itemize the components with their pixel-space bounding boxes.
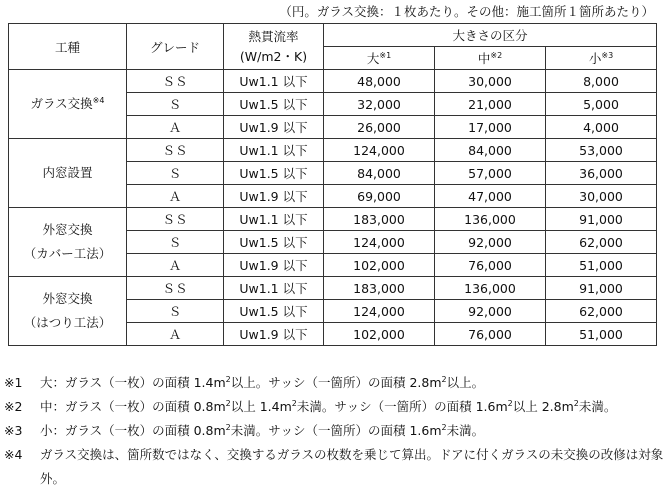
thermal-cell: Uw1.5 以下 xyxy=(224,300,324,323)
price-large-cell: 48,000 xyxy=(324,70,435,93)
subsidy-price-table xyxy=(8,23,657,346)
footnote-superscript: 2 xyxy=(507,398,513,408)
footnote-text: ガラス交換は、箇所数ではなく、交換するガラスの枚数を乗じて算出。ドアに付くガラスの未交換の改修は対象外。 xyxy=(40,447,664,486)
header-thermal-unit: (W/m2・K) xyxy=(239,48,308,64)
grade-cell: Ｓ xyxy=(127,231,224,254)
table-row xyxy=(9,277,657,300)
category-label: 外窓交換 xyxy=(42,222,93,237)
header-size-large xyxy=(324,47,435,70)
category-label: 外窓交換 xyxy=(42,291,93,306)
price-medium-cell: 21,000 xyxy=(435,93,546,116)
thermal-cell: Uw1.1 以下 xyxy=(224,139,324,162)
thermal-cell: Uw1.5 以下 xyxy=(224,93,324,116)
footnote-text: 大：ガラス（一枚）の面積 1.4m xyxy=(40,375,226,390)
price-large-cell: 32,000 xyxy=(324,93,435,116)
category-note-mark: ※4 xyxy=(92,95,105,105)
price-small-cell: 62,000 xyxy=(546,231,657,254)
price-medium-cell: 76,000 xyxy=(435,323,546,346)
price-large-cell: 26,000 xyxy=(324,116,435,139)
price-small-cell: 51,000 xyxy=(546,254,657,277)
price-medium-cell: 92,000 xyxy=(435,300,546,323)
table-row xyxy=(9,70,657,93)
grade-cell: Ａ xyxy=(127,323,224,346)
price-small-cell: 5,000 xyxy=(546,93,657,116)
price-large-cell: 102,000 xyxy=(324,254,435,277)
category-name xyxy=(9,161,126,185)
category-cell xyxy=(9,277,127,346)
price-small-cell: 8,000 xyxy=(546,70,657,93)
footnote-superscript: 2 xyxy=(441,374,447,384)
thermal-cell: Uw1.9 以下 xyxy=(224,323,324,346)
header-category: 工種 xyxy=(9,24,127,70)
footnote-superscript: 2 xyxy=(225,422,231,432)
price-medium-cell: 136,000 xyxy=(435,277,546,300)
header-thermal xyxy=(224,24,324,70)
price-medium-cell: 17,000 xyxy=(435,116,546,139)
footnote-superscript: 2 xyxy=(225,398,231,408)
header-size-large-mark: ※1 xyxy=(379,50,392,60)
grade-cell: ＳＳ xyxy=(127,277,224,300)
thermal-cell: Uw1.9 以下 xyxy=(224,254,324,277)
price-small-cell: 51,000 xyxy=(546,323,657,346)
footnote-text: 以上 1.4m xyxy=(230,399,292,414)
footnote-mark: ※4 xyxy=(4,447,23,462)
price-medium-cell: 57,000 xyxy=(435,162,546,185)
price-small-cell: 91,000 xyxy=(546,208,657,231)
thermal-cell: Uw1.9 以下 xyxy=(224,185,324,208)
grade-cell: Ｓ xyxy=(127,300,224,323)
price-large-cell: 183,000 xyxy=(324,277,435,300)
grade-cell: Ｓ xyxy=(127,93,224,116)
footnote-item xyxy=(4,419,664,443)
price-medium-cell: 76,000 xyxy=(435,254,546,277)
footnote-text: 未満。 xyxy=(578,399,617,414)
footnote-superscript: 2 xyxy=(291,398,297,408)
table-row xyxy=(9,208,657,231)
price-large-cell: 102,000 xyxy=(324,323,435,346)
footnote-text: 小：ガラス（一枚）の面積 0.8m xyxy=(40,423,226,438)
price-large-cell: 183,000 xyxy=(324,208,435,231)
thermal-cell: Uw1.1 以下 xyxy=(224,208,324,231)
category-cell xyxy=(9,208,127,277)
price-small-cell: 62,000 xyxy=(546,300,657,323)
price-small-cell: 36,000 xyxy=(546,162,657,185)
price-medium-cell: 136,000 xyxy=(435,208,546,231)
footnotes xyxy=(4,371,664,491)
header-size-medium-mark: ※2 xyxy=(490,50,503,60)
thermal-cell: Uw1.1 以下 xyxy=(224,70,324,93)
thermal-cell: Uw1.9 以下 xyxy=(224,116,324,139)
header-size-small-mark: ※3 xyxy=(601,50,614,60)
header-size-medium xyxy=(435,47,546,70)
footnote-text: 以上。 xyxy=(446,375,485,390)
thermal-cell: Uw1.5 以下 xyxy=(224,162,324,185)
category-name xyxy=(9,92,126,116)
header-size-small xyxy=(546,47,657,70)
category-label: ガラス交換 xyxy=(30,96,93,111)
footnote-item xyxy=(4,395,664,419)
category-cell xyxy=(9,70,127,139)
table-row xyxy=(9,139,657,162)
footnote-text: 未満。サッシ（一箇所）の面積 1.6m xyxy=(296,399,508,414)
table-body xyxy=(9,70,657,346)
grade-cell: Ａ xyxy=(127,116,224,139)
category-label: 内窓設置 xyxy=(42,165,93,180)
footnote-mark: ※2 xyxy=(4,399,23,414)
thermal-cell: Uw1.1 以下 xyxy=(224,277,324,300)
category-method: （はつり工法） xyxy=(23,315,112,330)
price-small-cell: 30,000 xyxy=(546,185,657,208)
header-grade: グレード xyxy=(127,24,224,70)
category-cell xyxy=(9,139,127,208)
category-name xyxy=(9,218,126,242)
header-size-large-label: 大 xyxy=(366,51,380,66)
category-method: （カバー工法） xyxy=(23,246,112,261)
price-medium-cell: 47,000 xyxy=(435,185,546,208)
footnote-superscript: 2 xyxy=(573,398,579,408)
grade-cell: ＳＳ xyxy=(127,70,224,93)
footnote-superscript: 2 xyxy=(441,422,447,432)
header-size-small-label: 小 xyxy=(588,51,602,66)
header-size-medium-label: 中 xyxy=(477,51,491,66)
footnote-item xyxy=(4,443,664,491)
header-row-1 xyxy=(9,24,657,47)
unit-note: （円。ガラス交換：１枚あたり。その他：施工箇所１箇所あたり） xyxy=(279,4,654,19)
price-medium-cell: 30,000 xyxy=(435,70,546,93)
price-large-cell: 124,000 xyxy=(324,139,435,162)
price-large-cell: 124,000 xyxy=(324,300,435,323)
price-medium-cell: 84,000 xyxy=(435,139,546,162)
price-small-cell: 4,000 xyxy=(546,116,657,139)
footnote-text: 以上 2.8m xyxy=(512,399,574,414)
footnote-text: 未満。 xyxy=(446,423,485,438)
footnote-text: 中：ガラス（一枚）の面積 0.8m xyxy=(40,399,226,414)
price-large-cell: 124,000 xyxy=(324,231,435,254)
price-medium-cell: 92,000 xyxy=(435,231,546,254)
grade-cell: ＳＳ xyxy=(127,139,224,162)
thermal-cell: Uw1.5 以下 xyxy=(224,231,324,254)
price-large-cell: 84,000 xyxy=(324,162,435,185)
price-small-cell: 91,000 xyxy=(546,277,657,300)
footnote-text: 未満。サッシ（一箇所）の面積 1.6m xyxy=(230,423,442,438)
footnote-item xyxy=(4,371,664,395)
grade-cell: ＳＳ xyxy=(127,208,224,231)
footnote-mark: ※3 xyxy=(4,423,23,438)
header-thermal-title: 熱貫流率 xyxy=(248,28,299,44)
footnote-text: 以上。サッシ（一箇所）の面積 2.8m xyxy=(230,375,442,390)
category-name xyxy=(9,287,126,311)
header-size-group: 大きさの区分 xyxy=(324,24,657,47)
footnote-superscript: 2 xyxy=(225,374,231,384)
grade-cell: Ａ xyxy=(127,185,224,208)
price-small-cell: 53,000 xyxy=(546,139,657,162)
price-large-cell: 69,000 xyxy=(324,185,435,208)
grade-cell: Ａ xyxy=(127,254,224,277)
footnote-mark: ※1 xyxy=(4,375,23,390)
grade-cell: Ｓ xyxy=(127,162,224,185)
